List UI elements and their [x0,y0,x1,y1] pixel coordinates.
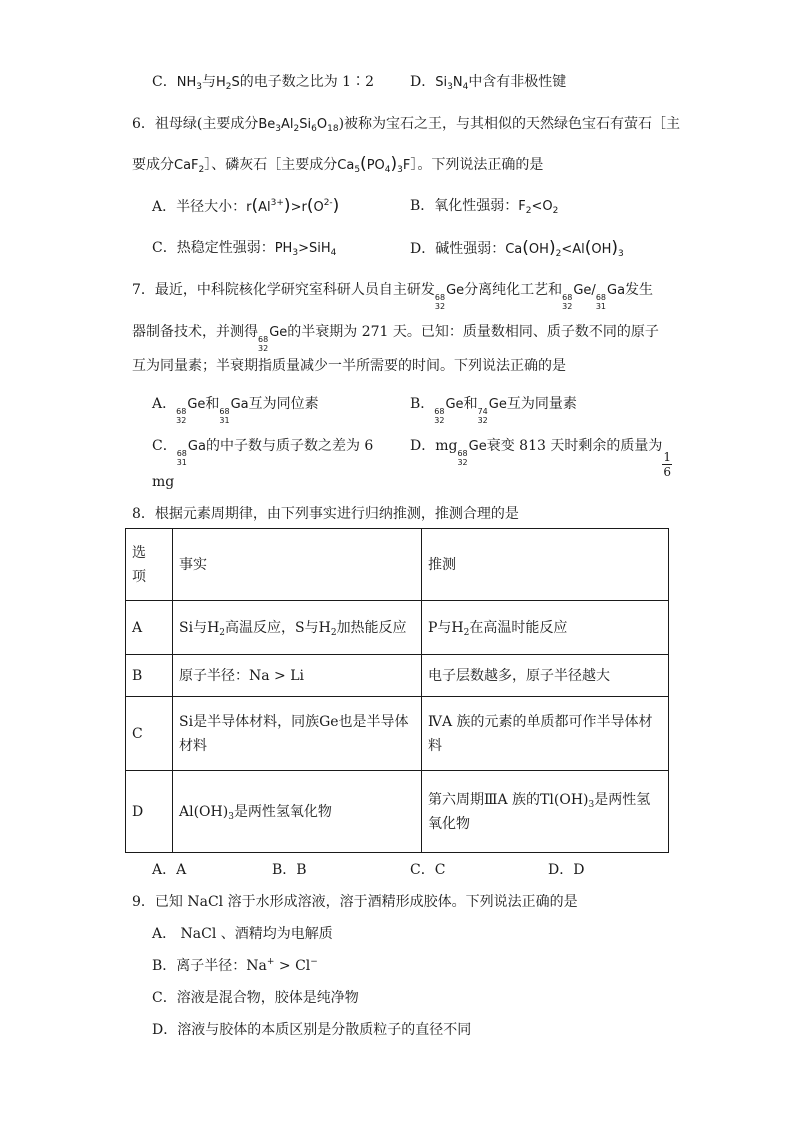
row-fact: Si是半导体材料，同族Ge也是半导体材料 [173,697,422,771]
q7-option-d: D．mg 68 32 Ge衰变 813 天时剩余的质量为 $\frac{1}{6}$ [410,438,671,479]
table-row [126,655,669,697]
row-fact: 原子半径：Na > Li [173,655,422,697]
q9-option-c: C．溶液是混合物，胶体是纯净物 [152,990,359,1006]
q9-option-b: B．离子半径：Na+ > Cl− [152,957,318,974]
q8-answer-d: D．D [548,862,585,878]
q6-stem-line2: 要成分CaF$_2$］、磷灰石［主要成分$Ca_5(PO_4)_3F]$。下列说法正确的是 [132,154,544,175]
table-row [126,601,669,655]
header-option: 选 项 [126,529,173,601]
q8-answer-a: A．A [152,862,187,878]
q5-option-d: D．$Si_3N_4$中含有非极性键 [410,74,567,92]
q7-stem-line1: 7．最近，中科院核化学研究室科研人员自主研发 68 32 Ge分离纯化工艺和 68 32 Ge/ 68 31 Ga发生 [132,282,654,311]
row-option: B [126,655,173,697]
q8-answer-b: B．B [272,862,307,878]
row-fact: Si与$H_2$高温反应，S与$H_2$加热能反应 [173,601,422,655]
fraction-one-sixth: $\frac{1}{6}$ [663,450,671,479]
table-header-row [126,529,669,601]
row-option: C [126,697,173,771]
q7-stem-line3: 互为同量素；半衰期指质量减少一半所需要的时间。下列说法正确的是 [132,358,566,374]
q8-stem: 8．根据元素周期律，由下列事实进行归纳推测，推测合理的是 [132,506,519,522]
header-guess: 推测 [422,529,669,601]
q7-option-d-wrap: mg [152,474,175,490]
q5-option-c: C．$NH_3$与$H_2S$的电子数之比为 1∶2 [152,74,374,92]
table-row [126,771,669,853]
q8-table [125,528,669,853]
q7-option-b: B． 68 32 Ge和 74 32 Ge互为同量素 [410,396,577,425]
q6-option-c: C．热稳定性强弱：$PH_3>SiH_4$ [152,240,337,258]
row-fact: $Al(OH)_3$是两性氢氧化物 [173,771,422,853]
q7-option-a: A． 68 32 Ge和 68 31 Ga互为同位素 [152,396,319,425]
q7-option-c: C． 68 31 Ga的中子数与质子数之差为 6 [152,438,374,467]
q9-option-d: D．溶液与胶体的本质区别是分散质粒子的直径不同 [152,1022,472,1038]
row-guess: 电子层数越多，原子半径越大 [422,655,669,697]
q7-stem-line2: 器制备技术，并测得 68 32 Ge的半衰期为 271 天。已知：质量数相同、质子数不同的原子 [132,324,659,353]
q6-option-b: B．氧化性强弱：$F_2<O_2$ [410,198,559,216]
q8-answer-c: C．C [410,862,446,878]
row-option: A [126,601,173,655]
q9-option-a: A． NaCl 、酒精均为电解质 [152,926,333,942]
row-option: D [126,771,173,853]
q9-stem: 9．已知 NaCl 溶于水形成溶液，溶于酒精形成胶体。下列说法正确的是 [132,894,578,910]
q6-option-d: D．碱性强弱：$Ca(OH)_2<Al(OH)_3$ [410,238,624,259]
header-fact: 事实 [173,529,422,601]
row-guess: 第六周期ⅢA 族的$Tl(OH)_3$是两性氢氧化物 [422,771,669,853]
q6-option-a: A．半径大小：$r(Al^{3+})>r(O^{2-})$ [152,196,340,216]
row-guess: ⅣA 族的元素的单质都可作半导体材料 [422,697,669,771]
row-guess: P与$H_2$在高温时能反应 [422,601,669,655]
table-row [126,697,669,771]
q6-stem-line1: 6．祖母绿(主要成分$Be_3Al_2Si_6O_{18}$)被称为宝石之王，与其相似的天然绿色宝石有萤石［主 [132,116,681,134]
